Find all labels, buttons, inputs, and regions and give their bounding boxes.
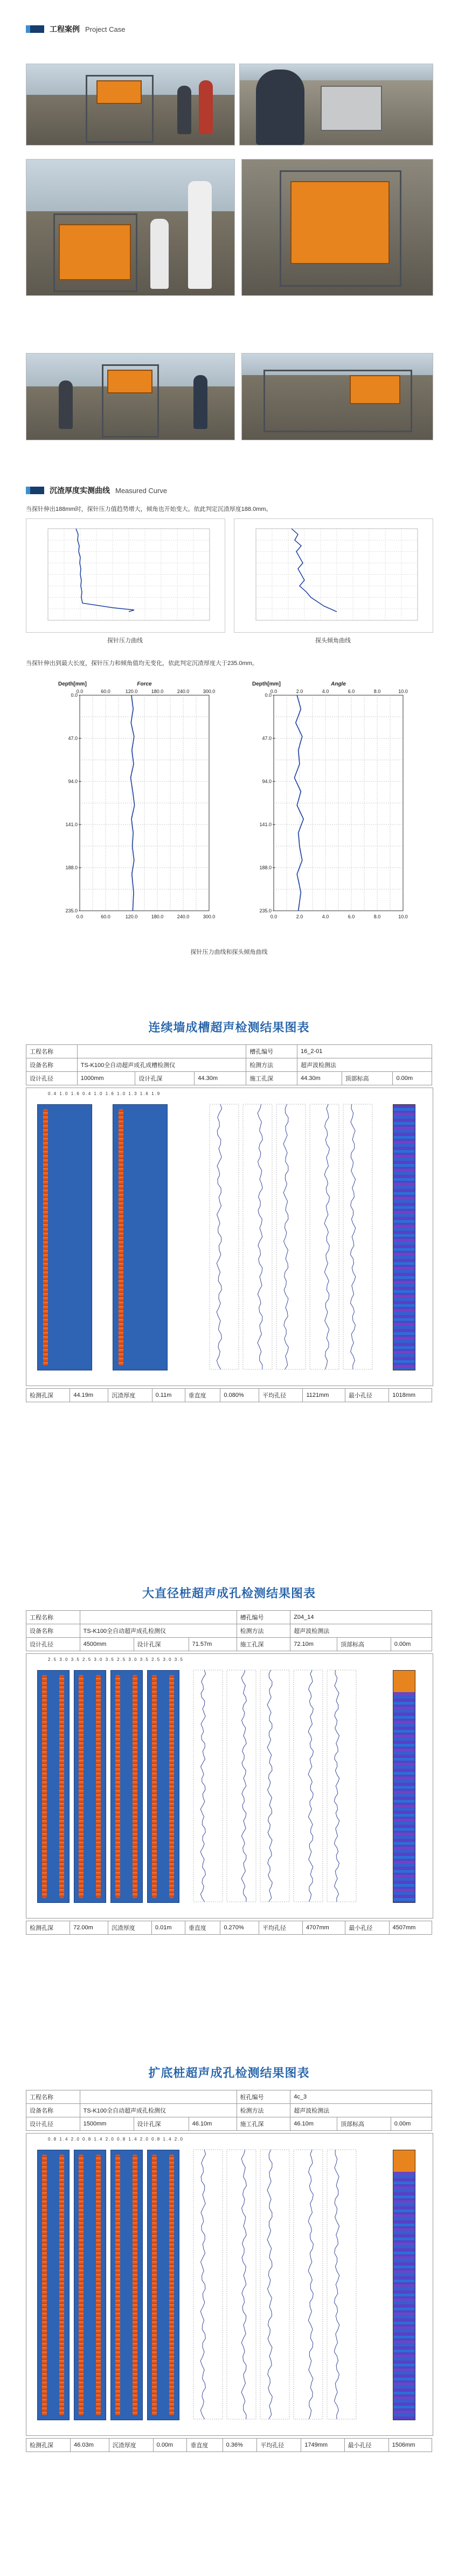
profile-frame [193,1670,223,1902]
table-cell: 1506mm [388,2439,432,2452]
sonic-trace [42,1675,47,1898]
report-sonic-image [26,2133,433,2436]
profile-line [283,1104,288,1369]
scale-labels: 0.4 1.0 1.6 0.4 1.0 1.6 1.0 1.3 1.6 1.9 [48,1091,161,1096]
y-axis-label: Depth[mm] [252,681,281,687]
table-cell: 最小孔径 [345,1921,389,1935]
sonic-trace [169,2155,174,2415]
table-cell: 槽孔编号 [246,1045,297,1058]
table-cell: 71.57m [189,1638,237,1651]
table-cell: 72.10m [290,1638,337,1651]
table-cell: 平均孔径 [259,1389,303,1402]
profile-line [267,1670,272,1902]
force-curve-chart-1 [26,518,225,633]
sonic-trace [119,1109,123,1366]
table-cell: 4507mm [389,1921,432,1935]
sonic-profile [37,2150,70,2420]
profile-line [217,1104,222,1369]
x-axis-label: Force [137,681,152,687]
table-cell: 1500mm [80,2117,134,2131]
table-cell: 垂直度 [185,1921,220,1935]
profile-frame [294,1670,323,1902]
table-cell: 沉渣厚度 [108,1389,152,1402]
table-cell: TS-K100全自动超声成孔检测仪 [80,1624,237,1638]
color-scale-bar [393,2150,415,2420]
series-line [76,529,134,612]
case-photo-2 [239,64,433,146]
profile-line [258,1104,262,1369]
y-tick-label: 0.0 [71,693,78,698]
table-cell: 设计孔深 [135,1072,195,1085]
report-sonic-image [26,1653,433,1919]
x-tick-label: 60.0 [101,689,110,694]
case-photo-6 [241,353,433,440]
profile-frame [260,2150,289,2419]
table-cell: 44.19m [70,1389,108,1402]
table-cell: 1121mm [303,1389,345,1402]
table-row [26,1611,432,1624]
project-case-heading [26,22,125,37]
x-tick-label: 0.0 [76,914,84,919]
table-cell: 0.270% [220,1921,259,1935]
table-cell: 检测方法 [237,1624,290,1638]
x-tick-label: 240.0 [177,689,190,694]
x-tick-label: 2.0 [296,689,303,694]
table-cell: 设计孔径 [26,1638,80,1651]
project-case-title: 工程案例 [50,25,80,33]
sonic-trace [169,1675,174,1898]
x-tick-label: 0.0 [270,914,277,919]
sonic-profile [37,1670,70,1903]
x-tick-label: 240.0 [177,914,190,919]
report-title: 扩底桩超声成孔检测结果图表 [148,2066,310,2080]
sonic-trace [59,2155,64,2415]
x-axis-label: Angle [331,681,346,687]
table-cell: 设计孔径 [26,2117,80,2131]
y-tick-label: 0.0 [265,693,272,698]
x-tick-label: 0.0 [270,689,277,694]
profile-line [334,2150,339,2419]
table-cell: 44.30m [297,1072,342,1085]
table-cell: 检测孔深 [26,1921,70,1935]
force-curve-caption: 探针压力曲线 [107,638,143,644]
profile-frame [193,2150,223,2419]
table-cell: 顶部标高 [337,2117,391,2131]
table-cell: 施工孔深 [237,1638,290,1651]
y-tick-label: 94.0 [68,779,78,784]
profile-line [267,2150,272,2419]
table-cell: 检测孔深 [26,2439,71,2452]
sonic-trace [59,1675,64,1898]
table-cell: 46.10m [290,2117,337,2131]
table-cell: 检测方法 [237,2104,290,2117]
profile-frame [260,1670,289,1902]
table-cell: 顶部标高 [337,1638,391,1651]
combined-curve-caption: 探针压力曲线和探头倾角曲线 [190,949,268,955]
measured-curve-title: 沉渣厚度实测曲线 [50,486,110,495]
hole-profile-svg [204,1101,377,1377]
section-marker [26,25,44,33]
sonic-profile [110,1670,143,1903]
x-tick-label: 10.0 [398,914,408,919]
profile-line [350,1104,355,1369]
table-cell [80,1611,237,1624]
table-cell: 工程名称 [26,1611,80,1624]
table-cell: 沉渣厚度 [108,1921,151,1935]
table-row [26,2090,432,2104]
report-footer-table [26,1388,432,1402]
combined-curve-chart [26,674,432,943]
table-cell: 沉渣厚度 [109,2439,153,2452]
table-cell: 1000mm [77,1072,135,1085]
profile-frame [327,1670,356,1902]
table-cell: 检测方法 [246,1058,297,1072]
sonic-profile [147,1670,179,1903]
table-cell: 72.00m [70,1921,108,1935]
profile-frame [343,1104,372,1369]
hole-profile-svg [188,1667,360,1909]
sonic-profile [74,2150,106,2420]
table-row [26,2439,432,2452]
y-tick-label: 47.0 [68,736,78,741]
profile-frame [276,1104,306,1369]
scale-labels: 0.8 1.4 2.0 0.8 1.4 2.0 0.8 1.4 2.0 0.8 1.4 2.0 [48,2137,184,2142]
table-cell: 超声波检测法 [290,2104,432,2117]
x-tick-label: 8.0 [373,914,381,919]
color-scale-bar [393,1670,415,1903]
table-cell: 设备名称 [26,2104,80,2117]
profile-line [324,1104,329,1369]
table-cell: 设计孔深 [134,2117,189,2131]
report-sonic-image [26,1088,433,1386]
color-scale-bar [393,1104,415,1370]
table-cell: 0.01m [151,1921,185,1935]
x-tick-label: 60.0 [101,914,110,919]
table-cell: 平均孔径 [257,2439,301,2452]
angle-curve-chart-1 [234,518,433,633]
table-cell: 设计孔深 [134,1638,189,1651]
table-row [26,2117,432,2131]
table-cell: 设备名称 [26,1624,80,1638]
table-row [26,2104,432,2117]
x-tick-label: 0.0 [76,689,84,694]
profile-frame [327,2150,356,2419]
sonic-trace [133,2155,137,2415]
measured-curve-subtitle: Measured Curve [115,486,168,495]
report-title: 连续墙成槽超声检测结果图表 [148,1021,310,1034]
profile-line [334,1670,339,1902]
table-cell: 垂直度 [185,1389,220,1402]
table-cell: 4707mm [303,1921,345,1935]
y-tick-label: 235.0 [259,908,272,913]
measured-note-1: 当探针伸出188mm时，探针压力值趋势增大，倾角也开始变大。依此判定沉渣厚度188.0mm。 [26,506,272,513]
table-cell: 1018mm [389,1389,432,1402]
x-tick-label: 2.0 [296,914,303,919]
report-info-table [26,1044,432,1085]
table-cell: 4500mm [80,1638,134,1651]
series-line [292,529,337,612]
y-tick-label: 47.0 [262,736,272,741]
x-tick-label: 6.0 [348,914,355,919]
profile-line [241,2150,246,2419]
table-cell: 1749mm [301,2439,344,2452]
sonic-trace [79,1675,84,1898]
project-case-subtitle: Project Case [85,25,126,33]
profile-frame [227,2150,256,2419]
sonic-trace [42,2155,47,2415]
report-footer-table [26,1921,432,1935]
sonic-profile [37,1104,92,1370]
y-tick-label: 141.0 [65,822,78,827]
table-cell: 0.080% [220,1389,259,1402]
table-cell: 超声波检测法 [297,1058,432,1072]
table-cell: 0.11m [152,1389,185,1402]
table-cell: 施工孔深 [237,2117,290,2131]
table-cell: TS-K100全自动超声成孔检测仪 [80,2104,237,2117]
sonic-trace [115,2155,120,2415]
report-title: 大直径桩超声成孔检测结果图表 [142,1587,316,1600]
table-cell: 0.00m [391,1638,432,1651]
y-tick-label: 188.0 [259,865,272,870]
case-photo-4 [241,159,433,296]
sonic-trace [133,1675,137,1898]
x-tick-label: 180.0 [151,914,164,919]
table-cell: 设计孔径 [26,1072,78,1085]
profile-frame [294,2150,323,2419]
case-photo-1 [26,64,235,146]
x-tick-label: 6.0 [348,689,355,694]
table-cell: 4c_3 [290,2090,432,2104]
table-cell: 槽孔编号 [237,1611,290,1624]
combined-curve-svg [26,674,432,943]
sonic-trace [96,1675,101,1898]
measured-note-2: 当探针伸出到最大长度，探针压力和倾角值均无变化，依此判定沉渣厚度大于235.0mm。 [26,660,258,667]
sonic-trace [79,2155,84,2415]
sonic-trace [115,1675,120,1898]
angle-curve-svg-1 [234,519,433,632]
force-curve-svg-1 [26,519,225,632]
sonic-profile [110,2150,143,2420]
sonic-trace [43,1109,48,1366]
table-cell: 0.00m [391,2117,432,2131]
table-cell: 平均孔径 [259,1921,302,1935]
table-row [26,1389,432,1402]
angle-curve-caption: 探头倾角曲线 [315,638,351,644]
y-tick-label: 141.0 [259,822,272,827]
section-marker [26,487,44,494]
table-cell: 46.10m [189,2117,237,2131]
table-cell: 最小孔径 [344,2439,388,2452]
table-cell: 工程名称 [26,2090,80,2104]
y-tick-label: 235.0 [65,908,78,913]
case-photo-3 [26,159,235,296]
table-row [26,1072,432,1085]
x-tick-label: 4.0 [322,689,329,694]
sonic-profile [113,1104,168,1370]
table-cell: 工程名称 [26,1045,78,1058]
report-info-table [26,1610,432,1651]
table-row [26,1624,432,1638]
table-cell: 顶部标高 [342,1072,393,1085]
profile-line [241,1670,246,1902]
x-tick-label: 10.0 [398,689,408,694]
x-tick-label: 180.0 [151,689,164,694]
sonic-trace [152,2155,157,2415]
profile-line [308,2150,313,2419]
table-cell: 桩孔编号 [237,2090,290,2104]
x-tick-label: 300.0 [203,914,216,919]
color-scale-top [393,2150,415,2172]
hole-profile-svg [188,2146,360,2427]
table-cell: TS-K100全自动超声成孔成槽检测仪 [77,1058,246,1072]
profile-line [308,1670,313,1902]
sonic-profile [147,2150,179,2420]
table-cell [80,2090,237,2104]
x-tick-label: 4.0 [322,914,329,919]
y-tick-label: 188.0 [65,865,78,870]
table-cell: 0.36% [223,2439,257,2452]
table-cell: 最小孔径 [345,1389,388,1402]
x-tick-label: 120.0 [125,689,138,694]
profile-frame [310,1104,339,1369]
table-row [26,1058,432,1072]
report-info-table [26,2090,432,2131]
x-tick-label: 120.0 [125,914,138,919]
table-cell: 设备名称 [26,1058,78,1072]
x-tick-label: 8.0 [373,689,381,694]
y-tick-label: 94.0 [262,779,272,784]
table-cell [77,1045,246,1058]
table-cell: 16_2-01 [297,1045,432,1058]
profile-line [200,1670,206,1902]
table-cell: 44.30m [195,1072,246,1085]
x-tick-label: 300.0 [203,689,216,694]
table-row [26,1045,432,1058]
report-footer-table [26,2438,432,2452]
measured-curve-heading [26,483,167,498]
table-cell: 垂直度 [187,2439,223,2452]
color-scale-top [393,1671,415,1692]
table-cell: 超声波检测法 [290,1624,432,1638]
profile-frame [227,1670,256,1902]
profile-frame [243,1104,272,1369]
table-row [26,1638,432,1651]
table-cell: 施工孔深 [246,1072,297,1085]
sonic-trace [152,1675,157,1898]
scale-labels: 2.5 3.0 3.5 2.5 3.0 3.5 2.5 3.0 3.5 2.5 3.0 3.5 [48,1657,184,1662]
case-photo-5 [26,353,235,440]
table-cell: Z04_14 [290,1611,432,1624]
table-cell: 0.00m [393,1072,432,1085]
sonic-profile [74,1670,106,1903]
table-row [26,1921,432,1935]
sonic-trace [96,2155,101,2415]
table-cell: 46.03m [71,2439,109,2452]
profile-frame [210,1104,239,1369]
y-axis-label: Depth[mm] [58,681,87,687]
profile-line [200,2150,206,2419]
table-cell: 检测孔深 [26,1389,70,1402]
table-cell: 0.00m [153,2439,187,2452]
